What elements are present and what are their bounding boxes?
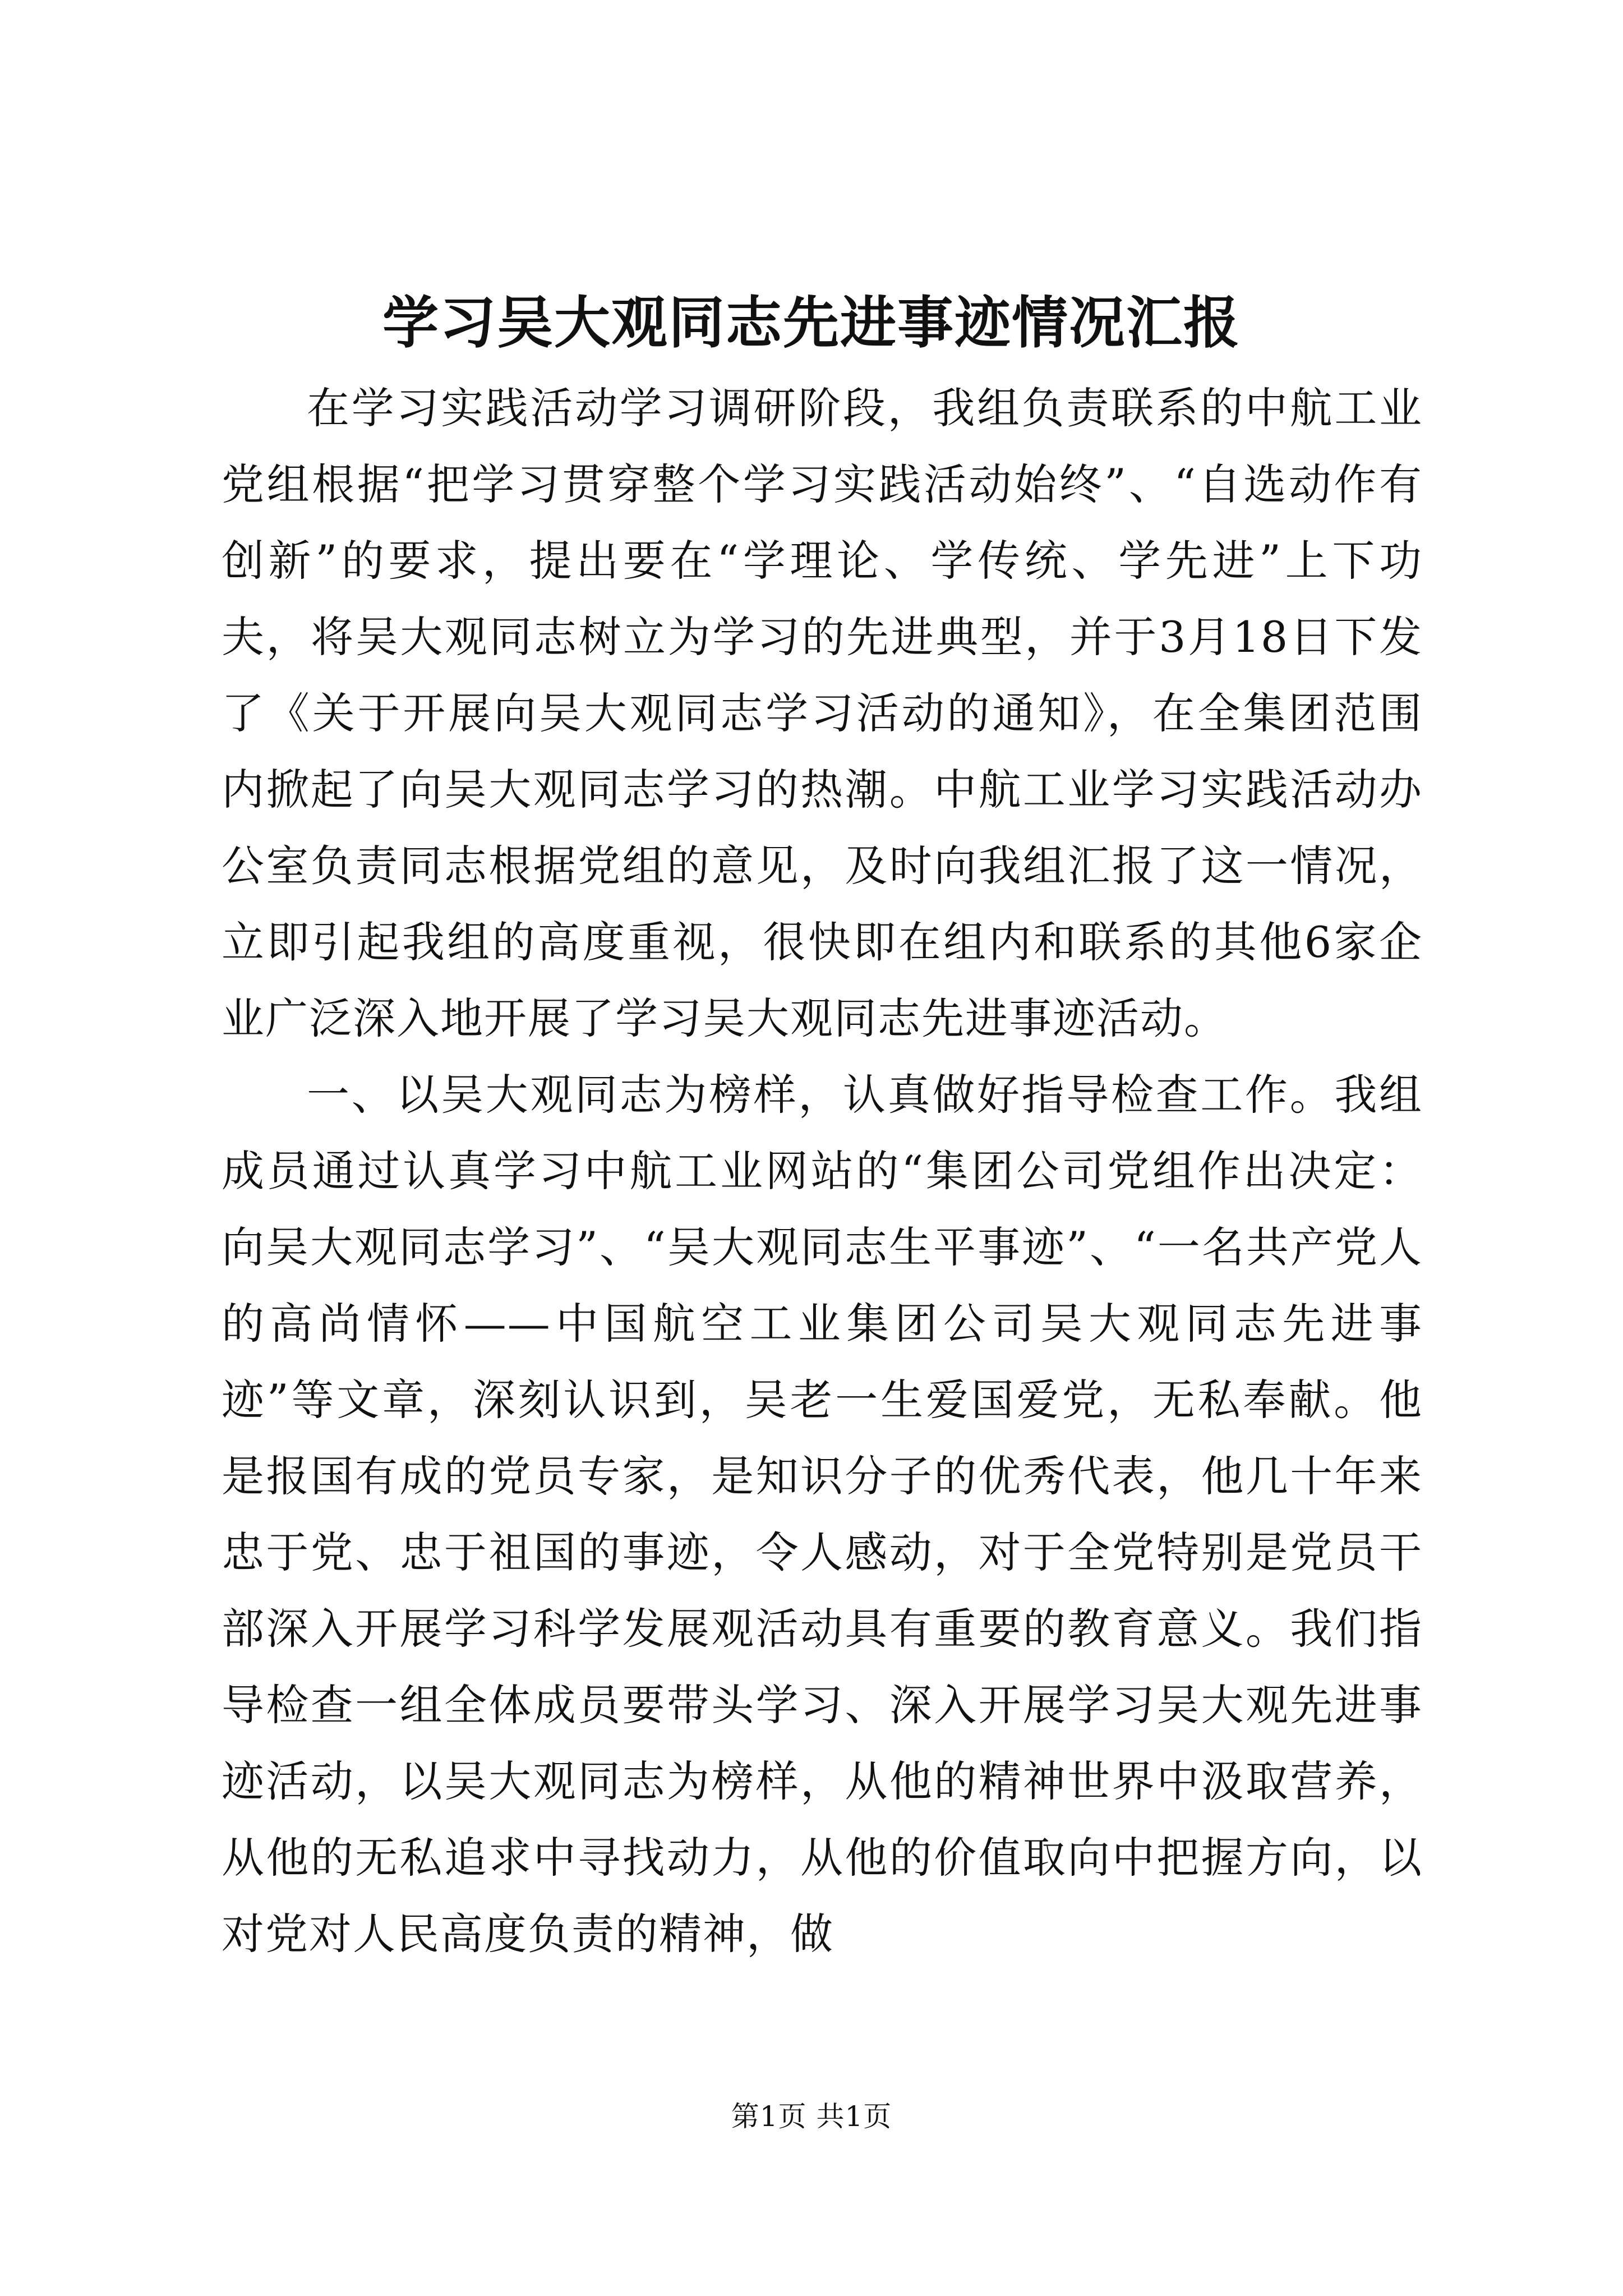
paragraph-section-one: 一、以吴大观同志为榜样，认真做好指导检查工作。我组成员通过认真学习中航工业网站的“集团公司党组作出决定：向吴大观同志学习”、“吴大观同志生平事迹”、“一名共产党人的高尚情怀——中国航空工业集团公司吴大观同志先进事迹”等文章，深刻认识到，吴老一生爱国爱党，无私奉献。他是报国有成的党员专家，是知识分子的优秀代表，他几十年来忠于党、忠于祖国的事迹，令人感动，对于全党特别是党员干部深入开展学习科学发展观活动具有重要的教育意义。我们指导检查一组全体成员要带头学习、深入开展学习吴大观先进事迹活动，以吴大观同志为榜样，从他的精神世界中汲取营养，从他的无私追求中寻找动力，从他的价值取向中把握方向，以对党对人民高度负责的精神，做	[222, 1070, 1423, 1959]
paragraph-intro: 在学习实践活动学习调研阶段，我组负责联系的中航工业党组根据“把学习贯穿整个学习实践活动始终”、“自选动作有创新”的要求，提出要在“学理论、学传统、学先进”上下功夫，将吴大观同志树立为学习的先进典型，并于3月18日下发了《关于开展向吴大观同志学习活动的通知》，在全集团范围内掀起了向吴大观同志学习的热潮。中航工业学习实践活动办公室负责同志根据党组的意见，及时向我组汇报了这一情况，立即引起我组的高度重视，很快即在组内和联系的其他6家企业广泛深入地开展了学习吴大观同志先进事迹活动。	[222, 383, 1423, 1043]
document-title: 学习吴大观同志先进事迹情况汇报	[382, 289, 1241, 356]
document-body	[222, 370, 1423, 1972]
page-footer: 第1页 共1页	[731, 2100, 892, 2133]
